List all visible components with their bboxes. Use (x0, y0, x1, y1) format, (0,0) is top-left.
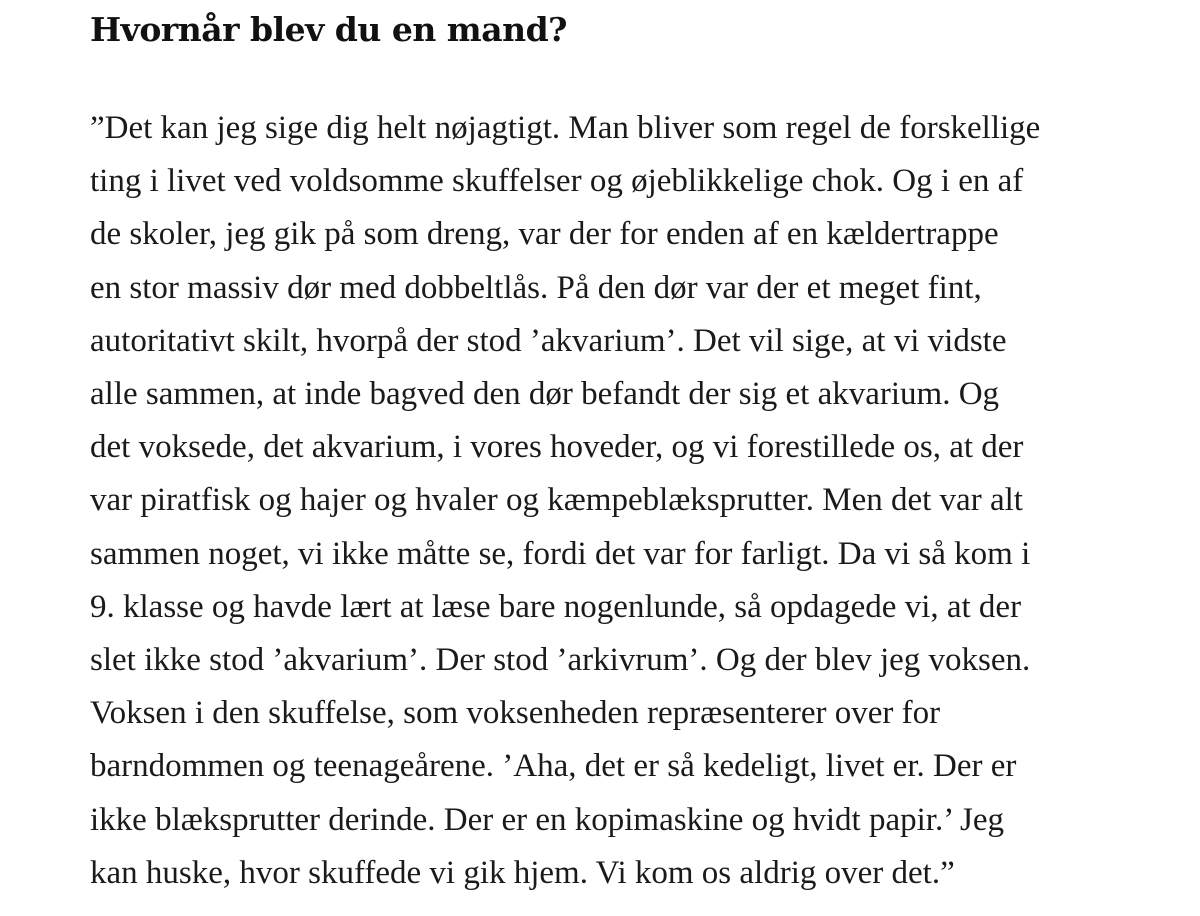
article (90, 0, 1140, 900)
quote-line: var piratfisk og hajer og hvaler og kæmpeblæksprutter. Men det var alt (90, 482, 1023, 519)
quote-line: 9. klasse og havde lært at læse bare nogenlunde, så opdagede vi, at der (90, 588, 1022, 625)
quote-line: de skoler, jeg gik på som dreng, var der for enden af en kældertrappe (90, 216, 999, 253)
quote-line: Voksen i den skuffelse, som voksenheden repræsenterer over for (90, 695, 941, 732)
quote-line: en stor massiv dør med dobbeltlås. På den dør var der et meget fint, (90, 269, 982, 306)
quote-line: autoritativt skilt, hvorpå der stod ’akvarium’. Det vil sige, at vi vidste (90, 322, 1007, 359)
quote-line: ”Det kan jeg sige dig helt nøjagtigt. Man bliver som regel de forskellige (90, 110, 1041, 146)
quote-line: barndommen og teenageårene. ’Aha, det er så kedeligt, livet er. Der er (90, 748, 1017, 785)
quote-line: sammen noget, vi ikke måtte se, fordi det var for farligt. Da vi så kom i (90, 535, 1031, 572)
article-heading: Hvornår blev du en mand? (90, 10, 568, 49)
quote-line: ting i livet ved voldsomme skuffelser og øjeblikkelige chok. Og i en af (90, 163, 1024, 200)
article-quote (90, 102, 1140, 900)
quote-line: ikke blæksprutter derinde. Der er en kopimaskine og hvidt papir.’ Jeg (90, 801, 1004, 838)
quote-line: slet ikke stod ’akvarium’. Der stod ’arkivrum’. Og der blev jeg voksen. (90, 642, 1031, 679)
quote-line: det voksede, det akvarium, i vores hoveder, og vi forestillede os, at der (90, 429, 1024, 466)
quote-line: kan huske, hvor skuffede vi gik hjem. Vi kom os aldrig over det.” (90, 854, 955, 891)
quote-line: alle sammen, at inde bagved den dør befandt der sig et akvarium. Og (90, 376, 1000, 413)
